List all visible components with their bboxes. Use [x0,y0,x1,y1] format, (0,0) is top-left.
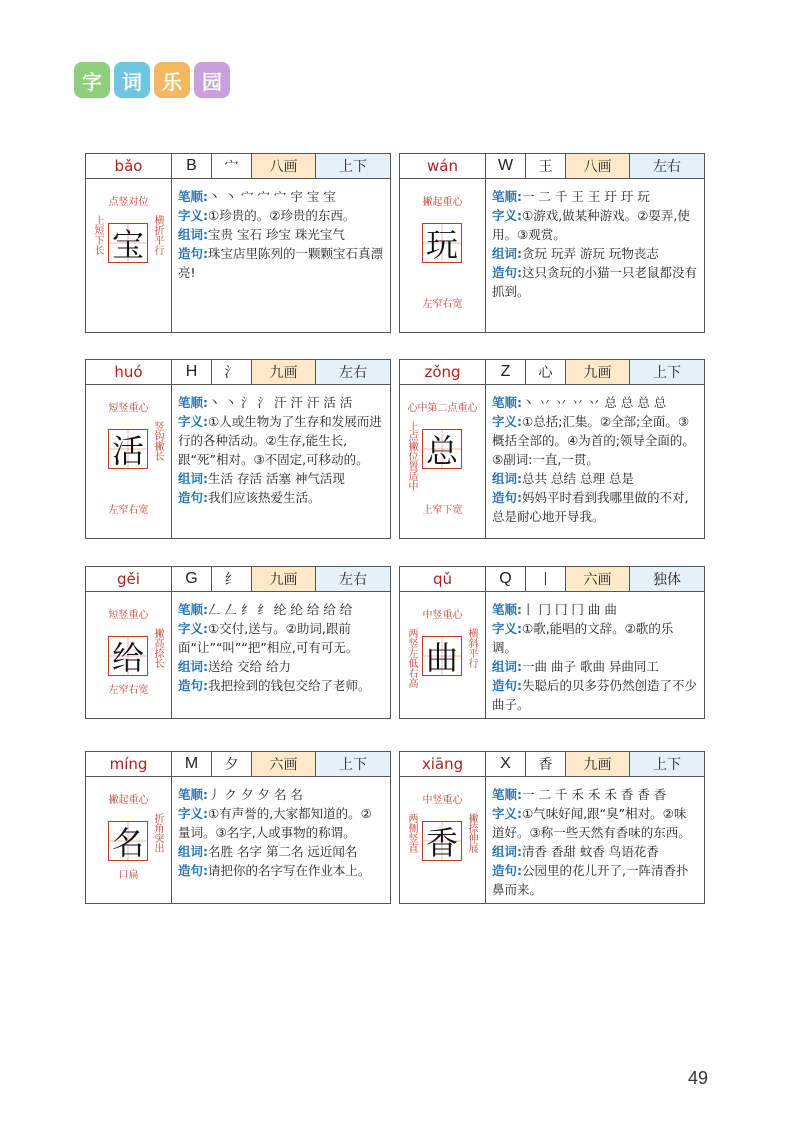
character-grid [422,223,462,263]
sentence-line [492,676,698,714]
structure: 上下 [630,752,704,776]
writing-note-bottom: 左窄右宽 [422,299,463,310]
pinyin: wán [400,154,486,178]
meaning: ①游戏,做某种游戏。②耍弄,使用。③观赏。 [492,208,690,242]
character-card [85,751,391,904]
header-char-3: 乐 [154,62,190,98]
meaning-label: 字义: [492,208,522,223]
character: 活 [111,432,144,470]
initial-letter: H [172,360,212,384]
sentence: 请把你的名字写在作业本上。 [208,863,371,878]
character-card [85,153,391,333]
writing-note-top: 撇起重心 [422,197,463,208]
character-card [85,359,391,539]
sentence-line [178,861,384,880]
words-label: 组词: [178,471,208,486]
stroke-order-label: 笔顺: [492,189,522,204]
words-line [178,842,384,861]
pinyin: bǎo [86,154,172,178]
radical: 纟 [212,567,252,591]
header-char-1: 字 [74,62,110,98]
meaning-label: 字义: [492,806,522,821]
words-line [492,842,698,861]
sentence-line [178,676,384,695]
stroke-order-label: 笔顺: [492,787,522,802]
meaning-label: 字义: [492,414,522,429]
words: 宝贵 宝石 珍宝 珠光宝气 [208,227,345,242]
pinyin: huó [86,360,172,384]
sentence-line [492,861,698,899]
character-grid [422,821,462,861]
stroke-order-line [492,393,698,412]
header-char-4: 园 [194,62,230,98]
writing-note-top: 中竖重心 [422,610,463,621]
stroke-order-line [178,187,384,206]
structure: 左右 [630,154,704,178]
sentence-line [492,263,698,301]
writing-note-top: 点竖对位 [108,197,149,208]
card-header [86,154,390,179]
stroke-order-line [492,600,698,619]
character-info [486,385,704,538]
stroke-count: 九画 [566,360,630,384]
character: 总 [425,432,458,470]
writing-note-top: 短竖重心 [108,610,149,621]
character-panel [400,777,486,903]
writing-note-right: 竖钩撇长 [152,421,163,461]
character-grid [108,429,148,469]
card-header [86,360,390,385]
character-card [85,566,391,719]
stroke-count: 六画 [252,752,316,776]
character-panel [400,592,486,718]
character-grid [422,636,462,676]
meaning: ①交付,送与。②助词,跟前面“让”“叫”“把”相应,可有可无。 [178,621,359,655]
words-line [178,657,384,676]
meaning-label: 字义: [178,208,208,223]
sentence: 妈妈平时看到我哪里做的不对,总是耐心地开导我。 [492,490,689,524]
card-header [400,360,704,385]
words-line [178,469,384,488]
meaning-line [178,206,384,225]
writing-note-bottom: 左窄右宽 [108,685,149,696]
writing-note-right: 横折平行 [152,215,163,255]
stroke-count: 八画 [566,154,630,178]
sentence-label: 造句: [178,863,208,878]
sentence-label: 造句: [492,678,522,693]
words-line [492,657,698,676]
writing-note-left: 两竖左低右高 [406,628,417,688]
writing-note-right: 折角突出 [152,813,163,853]
meaning-label: 字义: [492,621,522,636]
stroke-count: 九画 [566,752,630,776]
character-info [486,592,704,718]
meaning-line [492,804,698,842]
words-line [492,469,698,488]
stroke-count: 六画 [566,567,630,591]
radical: 王 [526,154,566,178]
character-panel [86,385,172,538]
meaning: ①歌,能唱的文辞。②歌的乐调。 [492,621,674,655]
character-info [172,777,390,903]
words-label: 组词: [178,844,208,859]
page-number: 49 [688,1068,709,1088]
sentence: 我把捡到的钱包交给了老师。 [208,678,371,693]
meaning-label: 字义: [178,414,208,429]
sentence-line [178,244,384,282]
meaning-line [178,619,384,657]
character-info [486,777,704,903]
stroke-order-line [492,187,698,206]
writing-note-top: 中竖重心 [422,795,463,806]
structure: 左右 [316,360,390,384]
writing-note-top: 短竖重心 [108,403,149,414]
meaning: ①气味好闻,跟“臭”相对。②味道好。③称一些天然有香味的东西。 [492,806,691,840]
character-card [399,359,705,539]
sentence-label: 造句: [178,678,208,693]
meaning: ①人或生物为了生存和发展而进行的各种活动。②生存,能生长,跟“死”相对。③不固定,可移动的。 [178,414,382,467]
stroke-order: 𠃋 𠃋 纟 纟 纶 纶 给 给 给 [208,602,353,617]
meaning: ①有声誉的,大家都知道的。②量词。③名字,人或事物的称谓。 [178,806,372,840]
stroke-order-label: 笔顺: [178,787,208,802]
stroke-order-label: 笔顺: [492,602,522,617]
words-label: 组词: [492,471,522,486]
structure: 上下 [316,154,390,178]
radical: 心 [526,360,566,384]
words: 一曲 曲子 歌曲 异曲同工 [522,659,659,674]
words-label: 组词: [492,246,522,261]
sentence-label: 造句: [178,490,208,505]
words-label: 组词: [178,227,208,242]
character: 香 [425,824,458,862]
sentence: 珠宝店里陈列的一颗颗宝石真漂亮! [178,246,384,280]
writing-note-left: 上短下长 [92,215,103,255]
sentence-line [178,488,384,507]
stroke-order-label: 笔顺: [492,395,522,410]
words-line [492,244,698,263]
words: 贪玩 玩弄 游玩 玩物丧志 [522,246,659,261]
words-label: 组词: [178,659,208,674]
stroke-count: 九画 [252,567,316,591]
writing-note-right: 撇捺伸展 [466,813,477,853]
stroke-order-line [178,393,384,412]
character: 玩 [425,226,458,264]
radical: 夕 [212,752,252,776]
stroke-order: 丿 ク 夕 夕 名 名 [208,787,303,802]
words-label: 组词: [492,659,522,674]
character-info [172,385,390,538]
structure: 独体 [630,567,704,591]
initial-letter: X [486,752,526,776]
meaning-line [178,412,384,469]
stroke-count: 九画 [252,360,316,384]
meaning-line [492,412,698,469]
meaning-line [492,206,698,244]
pinyin: míng [86,752,172,776]
writing-note-left: 两侧竖直 [406,813,417,853]
pinyin: qǔ [400,567,486,591]
card-header [86,752,390,777]
words: 名胜 名字 第二名 远近闻名 [208,844,358,859]
character-info [172,179,390,332]
sentence-label: 造句: [492,490,522,505]
initial-letter: B [172,154,212,178]
sentence-label: 造句: [492,265,522,280]
writing-note-bottom: 左窄右宽 [108,505,149,516]
stroke-order: 一 二 千 王 王 玗 玗 玩 [522,189,650,204]
stroke-order: 丶 丷 丷 丷 丷 总 总 总 总 [522,395,667,410]
radical: 香 [526,752,566,776]
character-panel [86,777,172,903]
stroke-order-line [178,600,384,619]
words: 清香 香甜 蚊香 鸟语花香 [522,844,659,859]
character: 曲 [425,639,458,677]
meaning-line [178,804,384,842]
words-line [178,225,384,244]
meaning: ①珍贵的。②珍贵的东西。 [208,208,356,223]
sentence-line [492,488,698,526]
writing-note-bottom: 口扁 [118,870,139,881]
writing-note-left: 上点撇位置适中 [406,421,417,491]
meaning-label: 字义: [178,806,208,821]
card-header [400,752,704,777]
stroke-count: 八画 [252,154,316,178]
character-grid [108,223,148,263]
stroke-order-label: 笔顺: [178,395,208,410]
radical: 氵 [212,360,252,384]
pinyin: xiāng [400,752,486,776]
character: 宝 [111,226,144,264]
initial-letter: W [486,154,526,178]
character-panel [400,385,486,538]
character: 给 [111,639,144,677]
meaning-label: 字义: [178,621,208,636]
character-card [399,751,705,904]
stroke-order: 丶 丶 氵 氵 汗 汗 汗 活 活 [208,395,353,410]
stroke-order-line [178,785,384,804]
meaning-line [492,619,698,657]
character-grid [108,636,148,676]
stroke-order: 一 二 千 禾 禾 禾 香 香 香 [522,787,667,802]
card-header [400,154,704,179]
initial-letter: Z [486,360,526,384]
character-info [172,592,390,718]
character-panel [400,179,486,332]
meaning: ①总括;汇集。②全部;全面。③概括全部的。④为首的;领导全面的。⑤副词:一直,一贯。 [492,414,695,467]
character-grid [108,821,148,861]
words-label: 组词: [492,844,522,859]
sentence: 失聪后的贝多芬仍然创造了不少曲子。 [492,678,698,712]
sentence-label: 造句: [178,246,208,261]
card-header [86,567,390,592]
words: 总共 总结 总理 总是 [522,471,634,486]
header-char-2: 词 [114,62,150,98]
sentence: 公园里的花儿开了,一阵清香扑鼻而来。 [492,863,689,897]
character-info [486,179,704,332]
stroke-order-label: 笔顺: [178,602,208,617]
sentence: 这只贪玩的小猫一只老鼠都没有抓到。 [492,265,698,299]
writing-note-bottom: 上窄下宽 [422,505,463,516]
section-header [74,62,230,98]
words: 送给 交给 给力 [208,659,291,674]
radical: 丨 [526,567,566,591]
character-panel [86,179,172,332]
structure: 左右 [316,567,390,591]
character-card [399,566,705,719]
structure: 上下 [630,360,704,384]
character: 名 [111,824,144,862]
pinyin: gěi [86,567,172,591]
character-grid [422,429,462,469]
initial-letter: G [172,567,212,591]
card-header [400,567,704,592]
stroke-order-line [492,785,698,804]
stroke-order-label: 笔顺: [178,189,208,204]
character-panel [86,592,172,718]
structure: 上下 [316,752,390,776]
writing-note-top: 撇起重心 [108,795,149,806]
stroke-order: 丨 冂 冂 冂 曲 曲 [522,602,617,617]
radical: 宀 [212,154,252,178]
initial-letter: Q [486,567,526,591]
stroke-order: 丶 丶 宀 宀 宀 宇 宝 宝 [208,189,336,204]
initial-letter: M [172,752,212,776]
pinyin: zǒng [400,360,486,384]
character-card [399,153,705,333]
sentence-label: 造句: [492,863,522,878]
writing-note-right: 横斜平行 [466,628,477,668]
writing-note-right: 撇高捺长 [152,628,163,668]
sentence: 我们应该热爱生活。 [208,490,321,505]
words: 生活 存活 活塞 神气活现 [208,471,345,486]
writing-note-top: 心中第二点重心 [407,403,478,414]
